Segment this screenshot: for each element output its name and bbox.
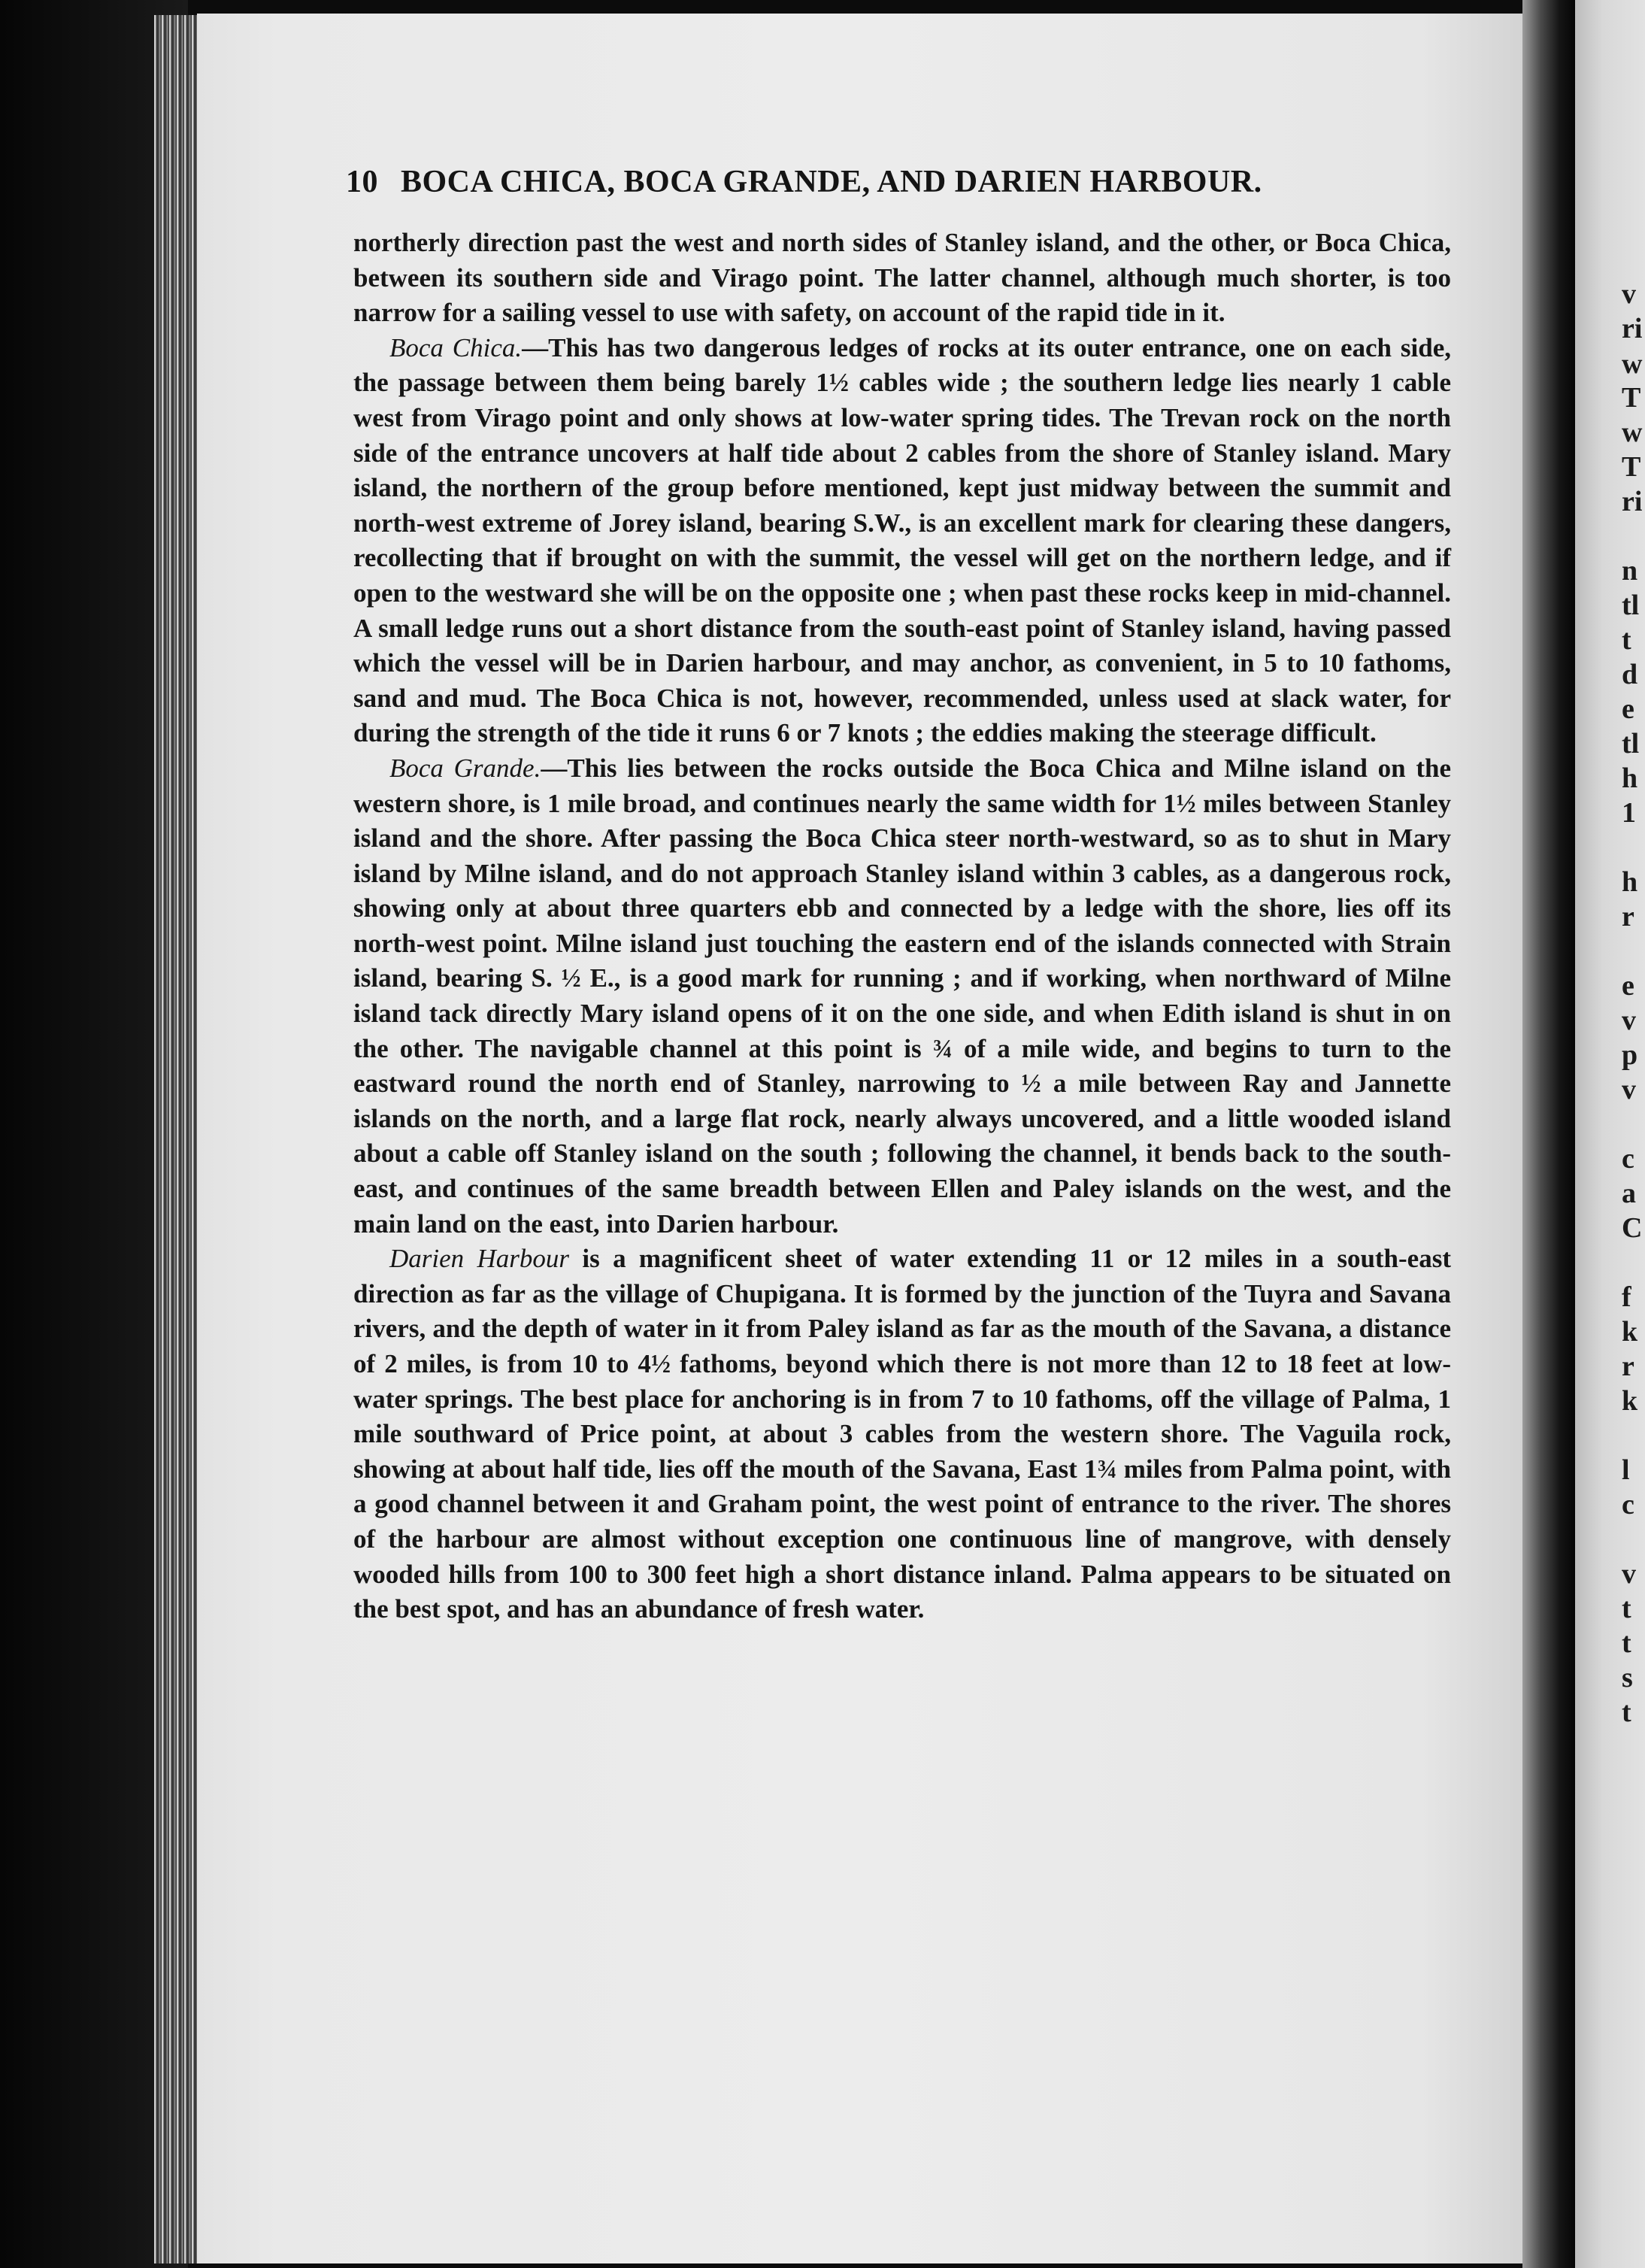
paragraph-text: is a magnificent sheet of water extending 11 or 12 miles in a south-east direction as far as the village of Chupigana. It is formed by the junction of the Tuyra and Savana rivers, and the depth of water in it from Paley island as far as the mouth of the Savana, a distance of 2 miles, is from 10 to 4½ fathoms, beyond which there is not more than 12 to 18 feet at low-water springs. The best place for anchoring is in from 7 to 10 fathoms, off the village of Palma, 1 mile southward of Price point, at about 3 cables from the western shore. The Vaguila rock, showing at about half tide, lies off the mouth of the Savana, East 1¾ miles from Palma point, with a good channel between it and Graham point, the west point of entrance to the river. The shores of the harbour are almost without exception one continuous line of mangrove, with densely wooded hills from 100 to 300 feet high a short distance inland. Palma appears to be situated on the best spot, and has an abundance of fresh water. [353, 1244, 1451, 1624]
body-text [353, 226, 1451, 1627]
book-gutter [1522, 0, 1575, 2268]
adjacent-page-fragment: h [1622, 763, 1638, 794]
book-page-edges [154, 15, 199, 2263]
adjacent-page-fragment: a [1622, 1178, 1636, 1209]
paragraph-title: Boca Chica. [389, 332, 523, 362]
paragraph-title: Boca Grande. [389, 753, 541, 783]
running-title: BOCA CHICA, BOCA GRANDE, AND DARIEN HARBOUR. [401, 165, 1262, 199]
adjacent-page-fragment: t [1622, 624, 1631, 656]
adjacent-page-fragment: c [1622, 1489, 1634, 1521]
adjacent-page-fragment: e [1622, 693, 1634, 725]
paragraph-text: —This lies between the rocks outside the Boca Chica and Milne island on the western shore, is 1 mile broad, and continues nearly the same width for 1½ miles between Stanley island and the shore. After passing the Boca Chica steer north-westward, so as to shut in Mary island by Milne island, and do not approach Stanley island within 3 cables, as a dangerous rock, showing only at about three quarters ebb and connected by a ledge with the shore, lies off its north-west point. Milne island just touching the eastern end of the islands connected with Strain island, bearing S. ½ E., is a good mark for running ; and if working, when northward of Milne island tack directly Mary island opens of it on the one side, and when Edith island is shut in on the other. The navigable channel at this point is ¾ of a mile wide, and begins to turn to the eastward round the north end of Stanley, narrowing to ½ a mile between Ray and Jannette islands on the north, and a large flat rock, nearly always uncovered, and a little wooded island about a cable off Stanley island on the south ; following the channel, it bends back to the south-east, and continues of the same breadth between Ellen and Paley islands on the west, and the main land on the east, into Darien harbour. [353, 753, 1451, 1239]
adjacent-page-fragment: p [1622, 1039, 1638, 1071]
adjacent-page-fragment: T [1622, 382, 1641, 414]
adjacent-page-fragment: t [1622, 1593, 1631, 1624]
adjacent-page-fragment: ri [1622, 313, 1643, 344]
adjacent-page-edge [1575, 0, 1645, 2268]
adjacent-page-fragment: 1 [1622, 797, 1636, 829]
adjacent-page-fragment: tl [1622, 590, 1640, 621]
adjacent-page-fragment: r [1622, 901, 1634, 932]
adjacent-page-fragment: k [1622, 1385, 1638, 1417]
adjacent-page-fragment: h [1622, 866, 1638, 898]
paragraph-text: —This has two dangerous ledges of rocks at its outer entrance, one on each side, the passage between them being barely 1½ cables wide ; the southern ledge lies nearly 1 cable west from Virago point and only shows at low-water spring tides. The Trevan rock on the north side of the entrance uncovers at half tide about 2 cables from the shore of Stanley island. Mary island, the northern of the group before mentioned, kept just midway between the summit and north-west extreme of Jorey island, bearing S.W., is an excellent mark for clearing these dangers, recollecting that if brought on with the summit, the vessel will get on the northern ledge, and if open to the westward she will be on the opposite one ; when past these rocks keep in mid-channel. A small ledge runs out a short distance from the south-east point of Stanley island, having passed which the vessel will be in Darien harbour, and may anchor, as convenient, in 5 to 10 fathoms, sand and mud. The Boca Chica is not, however, recommended, unless used at slack water, for during the strength of the tide it runs 6 or 7 knots ; the eddies making the steerage difficult. [353, 332, 1451, 748]
continuation-paragraph: northerly direction past the west and north sides of Stanley island, and the other, or Boca Chica, between its southern side and Virago point. The latter channel, although much shorter, is too narrow for a sailing vessel to use with safety, on account of the rapid tide in it. [353, 228, 1451, 328]
adjacent-page-fragment: r [1622, 1351, 1634, 1382]
paragraph-boca-grande [353, 751, 1451, 1242]
adjacent-page-fragment: l [1622, 1454, 1630, 1486]
adjacent-page-fragment: n [1622, 555, 1638, 587]
paragraph-darien-harbour [353, 1242, 1451, 1627]
adjacent-page-fragment: w [1622, 348, 1643, 380]
adjacent-page-fragment: ri [1622, 486, 1643, 517]
adjacent-page-fragment: t [1622, 1627, 1631, 1659]
adjacent-page-fragment: v [1622, 1074, 1636, 1105]
adjacent-page-fragment: t [1622, 1696, 1631, 1728]
adjacent-page-fragment: k [1622, 1316, 1638, 1348]
adjacent-page-fragment: d [1622, 659, 1638, 690]
adjacent-page-fragment: w [1622, 417, 1643, 448]
paragraph-title: Darien Harbour [389, 1244, 570, 1274]
adjacent-page-fragment: C [1622, 1212, 1643, 1244]
page-number: 10 [346, 165, 378, 199]
running-header [346, 164, 1504, 200]
adjacent-page-fragment: tl [1622, 728, 1640, 760]
adjacent-page-fragment: s [1622, 1662, 1633, 1693]
paragraph-boca-chica [353, 331, 1451, 751]
adjacent-page-fragment: T [1622, 451, 1641, 483]
adjacent-page-fragment: v [1622, 1558, 1636, 1590]
adjacent-page-fragment: v [1622, 278, 1636, 310]
adjacent-page-fragment: v [1622, 1005, 1636, 1036]
adjacent-page-fragment: f [1622, 1281, 1631, 1313]
adjacent-page-fragment: e [1622, 970, 1634, 1002]
adjacent-page-fragment: c [1622, 1143, 1634, 1175]
